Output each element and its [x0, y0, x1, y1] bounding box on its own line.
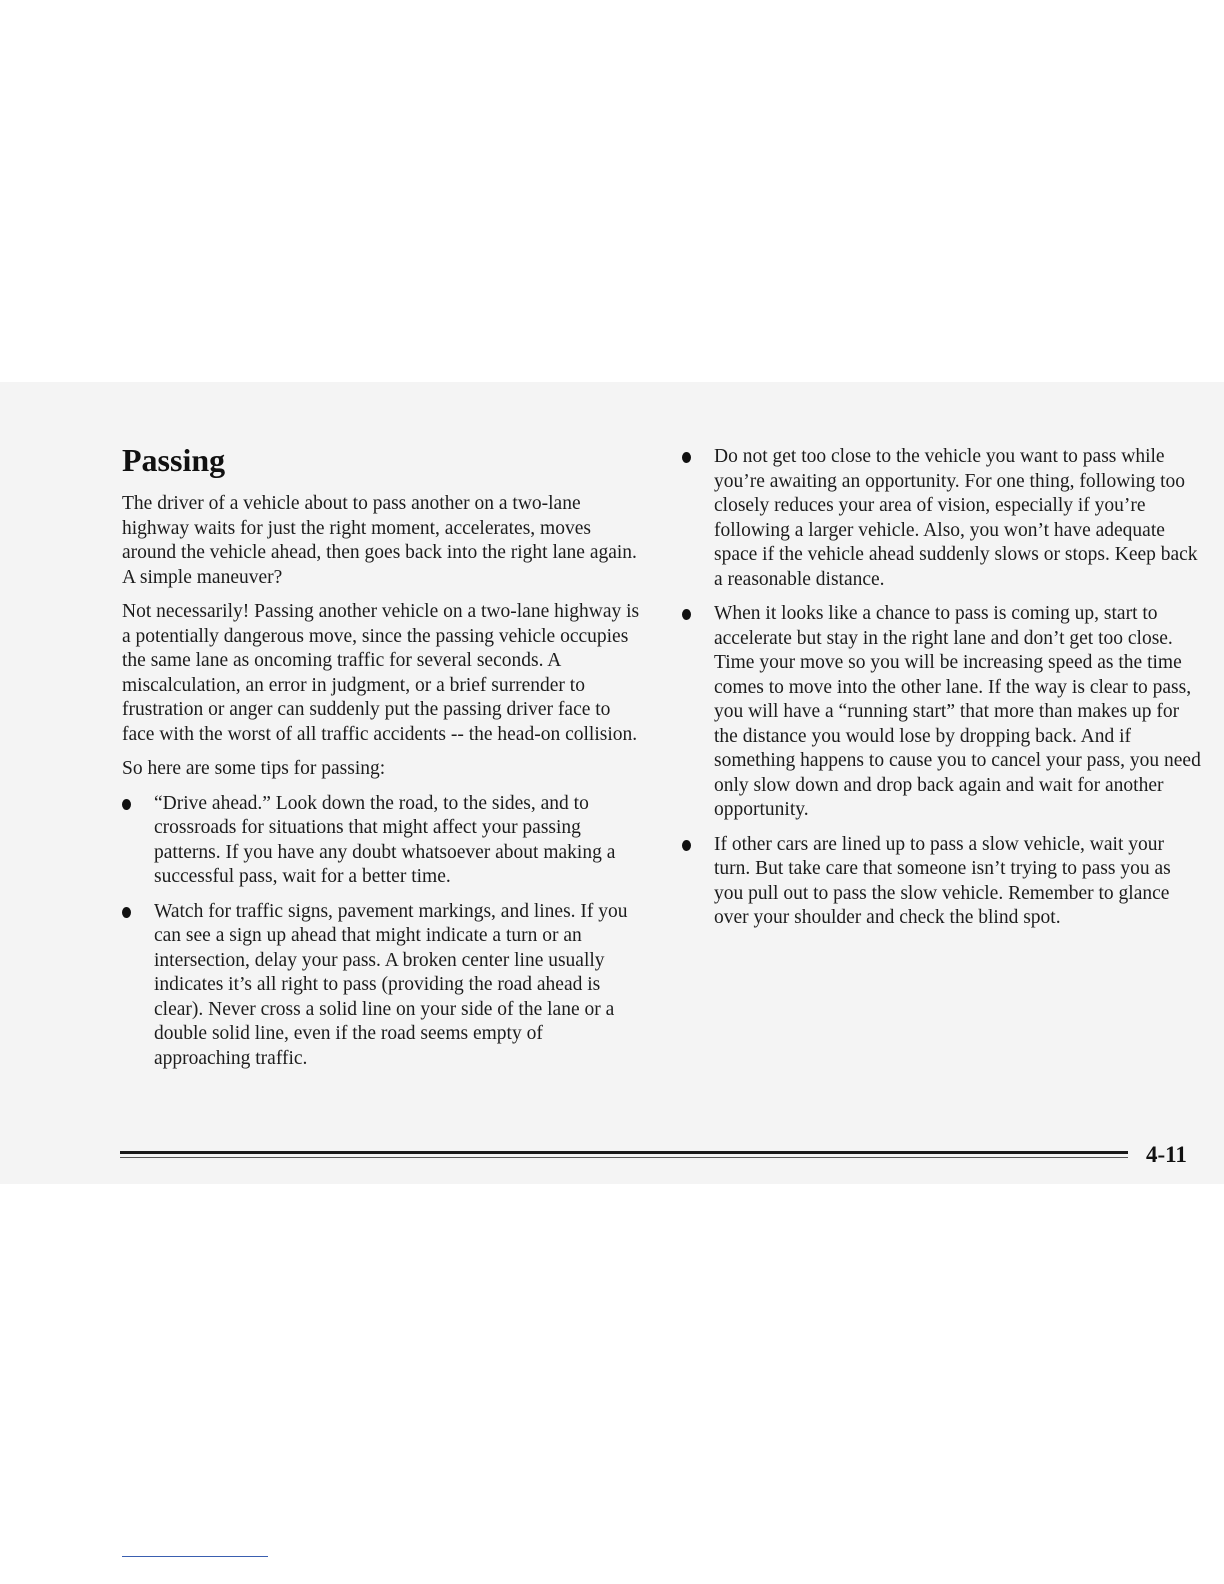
right-column: [682, 445, 1202, 941]
right-bullet-list: [682, 445, 1202, 931]
tips-lead-paragraph: So here are some tips for passing:: [122, 758, 386, 779]
link-underline: [122, 1556, 268, 1557]
section-title: Passing: [122, 442, 226, 478]
bullet-icon: [682, 840, 691, 851]
bullet-icon: [122, 799, 131, 810]
list-item: [122, 900, 642, 1072]
bullet-icon: [682, 452, 691, 463]
bullet-text: When it looks like a chance to pass is coming up, start to accelerate but stay in the right lane and don’t get too close. Time your move so you will be increasing speed as the time comes to move into the other lane. If the way is clear to pass, you will have a “running start” that more than makes up for the distance you would lose by dropping back. And if something happens to cause you to cancel your pass, you need only slow down and drop back again and wait for another opportunity.: [714, 603, 1201, 820]
list-item: [682, 833, 1202, 931]
danger-paragraph: Not necessarily! Passing another vehicle on a two-lane highway is a potentially dangerous move, since the passing vehicle occupies the same lane as oncoming traffic for several seconds. A miscalculation, an error in judgment, or a brief surrender to frustration or anger can suddenly put the passing driver face to face with the worst of all traffic accidents -- the head-on collision.: [122, 601, 640, 745]
list-item: [682, 445, 1202, 592]
bullet-text: Watch for traffic signs, pavement markings, and lines. If you can see a sign up ahead that might indicate a turn or an intersection, delay your pass. A broken center line usually indicates it’s all right to pass (providing the road ahead is clear). Never cross a solid line on your side of the lane or a double solid line, even if the road seems empty of approaching traffic.: [154, 900, 628, 1069]
list-item: [682, 602, 1202, 823]
bullet-icon: [682, 609, 691, 620]
footer-rule-thick: [120, 1151, 1128, 1154]
list-item: [122, 792, 642, 890]
left-bullet-list: [122, 792, 642, 1072]
footer-rule: [120, 1148, 1128, 1160]
footer-rule-thin: [120, 1157, 1128, 1158]
intro-paragraph: The driver of a vehicle about to pass another on a two-lane highway waits for just the right moment, accelerates, moves around the vehicle ahead, then goes back into the right lane again. A simple maneuver?: [122, 493, 637, 588]
bullet-text: Do not get too close to the vehicle you want to pass while you’re awaiting an opportunity. For one thing, following too closely reduces your area of vision, especially if you’re following a larger vehicle. Also, you won’t have adequate space if the vehicle ahead suddenly slows or stops. Keep back a reasonable distance.: [714, 446, 1198, 590]
page-number: 4-11: [1146, 1142, 1187, 1167]
bullet-text: “Drive ahead.” Look down the road, to the sides, and to crossroads for situations that might affect your passing patterns. If you have any doubt whatsoever about making a successful pass, wait for a better time.: [154, 792, 616, 887]
bullet-text: If other cars are lined up to pass a slow vehicle, wait your turn. But take care that someone isn’t trying to pass you as you pull out to pass the slow vehicle. Remember to glance over your shoulder and check the blind spot.: [714, 833, 1171, 928]
bullet-icon: [122, 907, 131, 918]
left-column: [122, 440, 642, 1081]
